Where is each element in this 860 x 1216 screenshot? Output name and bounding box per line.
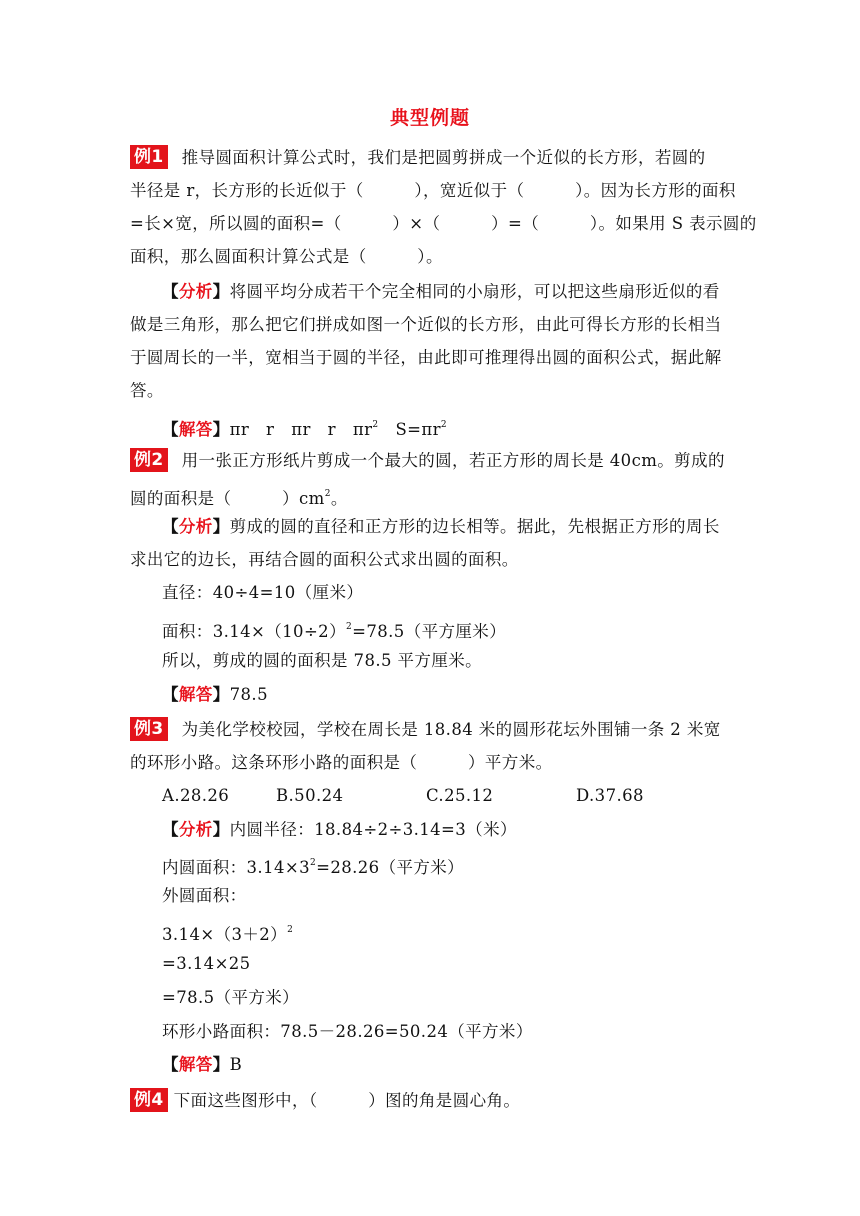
ex4-text-1: 下面这些图形中，（ ）图的角是圆心角。 (173, 1091, 521, 1110)
ex4-question-line-1 (130, 1088, 520, 1112)
answer-label: 【解答】 (162, 420, 230, 439)
ex1-question-line-2: 半径是 r，长方形的长近似于（ ），宽近似于（ ）。因为长方形的面积 (130, 181, 736, 200)
option-c: C.25.12 (426, 786, 494, 805)
option-a: A.28.26 (162, 786, 230, 805)
ex1-analysis-line-4: 答。 (130, 381, 164, 400)
analysis-label: 【分析】 (162, 282, 230, 301)
analysis-label: 【分析】 (162, 517, 230, 536)
ex1-answer-line: 【解答】πr r πr r $\pi r^2$ $S=\pi r^2$ (162, 420, 448, 439)
ex1-question-line-3: =长×宽，所以圆的面积=（ ）×（ ）=（ ）。如果用 S 表示圆的 (130, 214, 757, 233)
ex2-badge: 例2 (130, 448, 168, 472)
ex2-analysis-line-2: 求出它的边长，再结合圆的面积公式求出圆的面积。 (130, 550, 519, 569)
option-d: D.37.68 (576, 786, 644, 805)
ex2-answer-text: 78.5 (229, 685, 268, 704)
ex2-analysis-text-1: 剪成的圆的直径和正方形的边长相等。据此，先根据正方形的周长 (229, 517, 720, 536)
ex3-badge: 例3 (130, 717, 168, 741)
page-title: 典型例题 (389, 107, 470, 129)
ex3-step-5: =78.5（平方米） (162, 988, 300, 1007)
ex3-options (162, 785, 644, 807)
ex3-text-1: 为美化学校校园，学校在周长是 18.84 米的圆形花坛外围铺一条 2 米宽 (181, 720, 721, 739)
ex1-analysis-text-1: 将圆平均分成若干个完全相同的小扇形，可以把这些扇形近似的看 (229, 282, 720, 301)
ex3-step-4: =3.14×25 (162, 954, 251, 973)
ex4-badge: 例4 (130, 1088, 168, 1112)
ex2-analysis-line-1 (162, 516, 720, 538)
ex3-answer-text: B (229, 1055, 243, 1074)
ex3-step-2: 外圆面积： (162, 886, 247, 905)
ex2-step-1: 直径：40÷4=10（厘米） (162, 583, 364, 602)
ex3-analysis-text-1: 内圆半径：18.84÷2÷3.14=3（米） (229, 820, 517, 839)
ex2-step-3: 所以，剪成的圆的面积是 78.5 平方厘米。 (162, 651, 483, 670)
ex1-question-line-1 (130, 145, 706, 169)
ex1-analysis-line-2: 做是三角形，那么把它们拼成如图一个近似的长方形，由此可得长方形的长相当 (130, 315, 722, 334)
option-b: B.50.24 (276, 786, 344, 805)
ex1-question-line-4: 面积，那么圆面积计算公式是（ ）。 (130, 247, 443, 266)
ex3-question-line-2: 的环形小路。这条环形小路的面积是（ ）平方米。 (130, 753, 553, 772)
ex2-step-2: 面积：$3.14\times(10\div 2)^2=78.5$（平方厘米） (162, 622, 507, 641)
ex1-answer-formula: S=πr (378, 420, 441, 439)
ex1-answer-text: πr r πr r πr (229, 420, 373, 439)
ex2-answer-line (162, 684, 268, 706)
ex3-answer-line (162, 1054, 242, 1076)
ex1-analysis-line-3: 于圆周长的一半，宽相当于圆的半径，由此即可推理得出圆的面积公式，据此解 (130, 348, 722, 367)
ex1-badge: 例1 (130, 145, 168, 169)
answer-label: 【解答】 (162, 1055, 230, 1074)
ex3-question-line-1 (130, 717, 721, 741)
ex1-text-1: 推导圆面积计算公式时，我们是把圆剪拼成一个近似的长方形，若圆的 (181, 148, 706, 167)
ex1-analysis-line-1 (162, 281, 720, 303)
analysis-label: 【分析】 (162, 820, 230, 839)
ex2-question-line-1 (130, 448, 725, 472)
ex3-step-1: 内圆面积：$3.14\times 3^2=28.26$（平方米） (162, 858, 465, 877)
ex2-text-1: 用一张正方形纸片剪成一个最大的圆，若正方形的周长是 40cm。剪成的 (181, 451, 725, 470)
ex3-step-6: 环形小路面积：78.5－28.26=50.24（平方米） (162, 1022, 533, 1041)
ex2-question-line-2: 圆的面积是（ ）$cm^2$。 (130, 489, 348, 508)
ex3-analysis-line-1 (162, 819, 517, 841)
ex3-step-3: $3.14\times(3+2)^2$ (162, 925, 294, 944)
answer-label: 【解答】 (162, 685, 230, 704)
